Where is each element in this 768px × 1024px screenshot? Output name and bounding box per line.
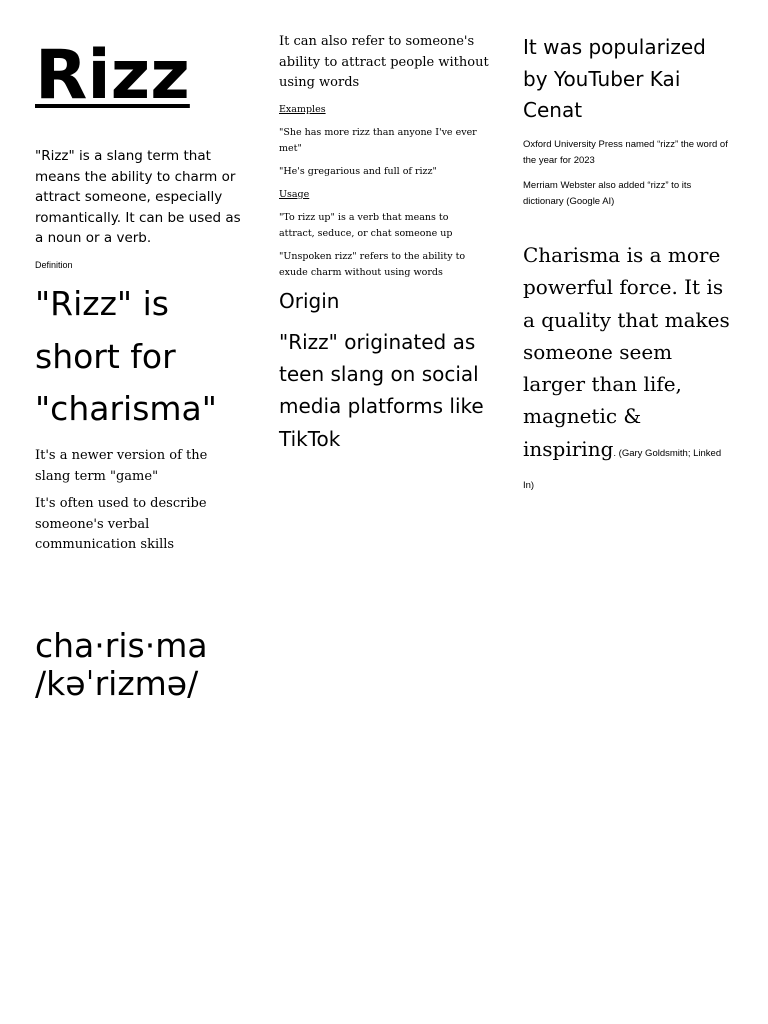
charisma-quote — [523, 239, 733, 497]
short-for-statement: "Rizz" is short for "charisma" — [35, 284, 217, 428]
origin-text: "Rizz" originated as teen slang on social media platforms like TikTok — [279, 330, 484, 451]
usage-item: "To rizz up" is a verb that means to attract, seduce, or chat someone up — [279, 212, 453, 239]
example-item: "She has more rizz than anyone I've ever met" — [279, 127, 477, 154]
merriam-note: Merriam Webster also added “rizz” to its dictionary (Google AI) — [523, 180, 692, 207]
newer-version-note: It's a newer version of the slang term "game" — [35, 448, 208, 484]
origin-heading: Origin — [279, 289, 340, 313]
example-item: "He's gregarious and full of rizz" — [279, 166, 437, 177]
pronunciation-block — [35, 627, 265, 703]
examples-heading: Examples — [279, 104, 326, 115]
usage-heading: Usage — [279, 189, 310, 200]
quote-attribution: . (Gary Goldsmith; Linked In) — [523, 447, 722, 492]
quote-text: Charisma is a more powerful force. It is a quality that makes someone seem larger than life, magnetic & inspiring — [523, 243, 730, 461]
popularized-statement: It was popularized by YouTuber Kai Cenat — [523, 35, 706, 122]
page-title: Rizz — [35, 36, 190, 115]
usage-item: "Unspoken rizz" refers to the ability to exude charm without using words — [279, 251, 466, 278]
oxford-note: Oxford University Press named “rizz” the word of the year for 2023 — [523, 139, 728, 166]
pronunciation-ipa: /kəˈrizmə/ — [35, 664, 199, 703]
intro-paragraph: "Rizz" is a slang term that means the ability to charm or attract someone, especially romantically. It can be used as a noun or a verb. — [35, 148, 241, 247]
definition-label: Definition — [35, 260, 73, 270]
pronunciation-word: cha·ris·ma — [35, 626, 208, 665]
also-refer-paragraph: It can also refer to someone's ability to attract people without using words — [279, 34, 489, 90]
often-used-note: It's often used to describe someone's verbal communication skills — [35, 496, 207, 552]
